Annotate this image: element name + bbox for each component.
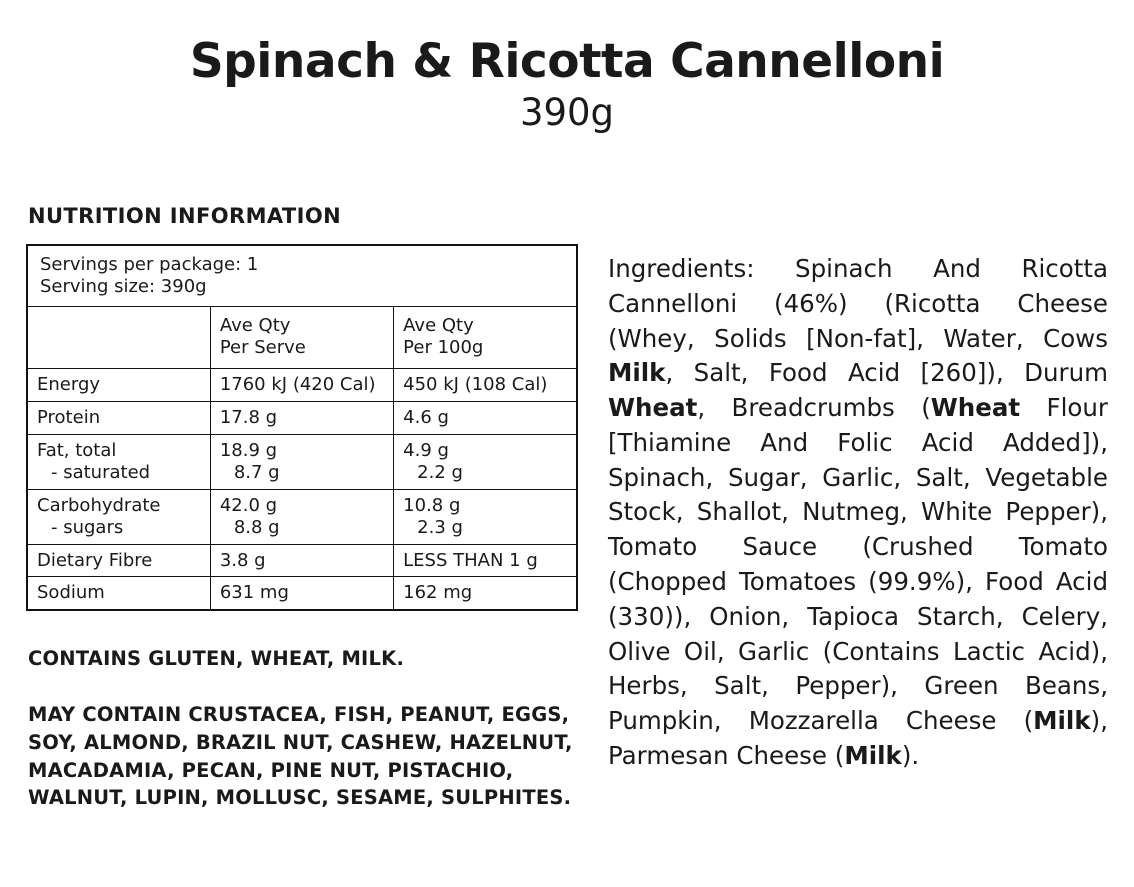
nutrient-per-serve-sub: 8.8 g: [233, 516, 280, 538]
nutrient-label: Sodium: [27, 577, 210, 610]
nutrient-per-serve: 631 mg: [210, 577, 393, 610]
nutrient-per-serve: [210, 489, 393, 544]
column-header-nutrient: [27, 306, 210, 368]
ingredients-column: [608, 252, 1108, 774]
nutrient-per-serve: 1760 kJ (420 Cal): [210, 368, 393, 401]
servings-per-package: Servings per package: 1: [40, 254, 259, 275]
nutrient-per-100g: [394, 434, 577, 489]
table-row-servings: [27, 245, 577, 306]
nutrient-label-sub: - sugars: [51, 516, 124, 538]
nutrient-per-100g: 162 mg: [394, 577, 577, 610]
nutrient-per-serve-main: 18.9 g: [219, 439, 278, 461]
allergen-may-contain-statement: MAY CONTAIN CRUSTACEA, FISH, PEANUT, EGGS, SOY, ALMOND, BRAZIL NUT, CASHEW, HAZELNUT, MACADAMIA, PECAN, PINE NUT, PISTACHIO, WALNUT, LUPIN, MOLLUSC, SESAME, SULPHITES.: [28, 703, 573, 810]
product-weight: 390g: [519, 90, 615, 134]
nutrient-per-100g-main: 4.9 g: [403, 439, 449, 461]
nutrient-per-serve-sub: 8.7 g: [233, 461, 280, 483]
table-row: [27, 434, 577, 489]
nutrient-per-100g: LESS THAN 1 g: [394, 544, 577, 577]
nutrient-per-serve: 17.8 g: [210, 401, 393, 434]
nutrient-per-100g-sub: 2.2 g: [417, 461, 463, 483]
nutrient-label: Protein: [27, 401, 210, 434]
nutrient-per-serve: 3.8 g: [210, 544, 393, 577]
nutrient-per-100g: [394, 489, 577, 544]
nutrition-information-table: [26, 244, 578, 611]
nutrient-label: [27, 489, 210, 544]
column-header-per-serve-line2: Per Serve: [219, 336, 306, 358]
column-header-per-serve-line1: Ave Qty: [219, 314, 291, 336]
nutrient-per-100g-main: 10.8 g: [403, 494, 461, 516]
nutrient-per-serve-main: 42.0 g: [219, 494, 278, 516]
table-row: [27, 544, 577, 577]
table-header-row: [27, 306, 577, 368]
table-row: [27, 577, 577, 610]
nutrient-per-100g: 4.6 g: [394, 401, 577, 434]
allergen-contains-statement: CONTAINS GLUTEN, WHEAT, MILK.: [28, 647, 405, 671]
nutrition-label-page: [0, 36, 1134, 887]
ingredients-statement: Ingredients: Spinach And Ricotta Cannelloni (46%) (Ricotta Cheese (Whey, Solids [Non-fat], Water, Cows Milk, Salt, Food Acid [260]), Durum Wheat, Breadcrumbs (Wheat Flour [Thiamine And Folic Acid Added]), Spinach, Sugar, Garlic, Salt, Vegetable Stock, Shallot, Nutmeg, White Pepper), Tomato Sauce (Crushed Tomato (Chopped Tomatoes (99.9%), Food Acid (330)), Onion, Tapioca Starch, Celery, Olive Oil, Garlic (Contains Lactic Acid), Herbs, Salt, Pepper), Green Beans, Pumpkin, Mozzarella Cheese (Milk), Parmesan Cheese (Milk).: [608, 254, 1109, 770]
table-row: [27, 368, 577, 401]
nutrient-label-main: Fat, total: [37, 439, 117, 461]
nutrient-label: Energy: [27, 368, 210, 401]
nutrition-heading: NUTRITION INFORMATION: [28, 204, 342, 228]
nutrient-per-100g: 450 kJ (108 Cal): [394, 368, 577, 401]
column-header-per-100g: [394, 306, 577, 368]
column-header-per-100g-line1: Ave Qty: [403, 314, 474, 336]
nutrient-per-100g-sub: 2.3 g: [417, 516, 463, 538]
table-row: [27, 401, 577, 434]
nutrient-label-main: Carbohydrate: [37, 494, 161, 516]
column-header-per-serve: [210, 306, 393, 368]
serving-size: Serving size: 390g: [40, 275, 207, 297]
page-title: Spinach & Ricotta Cannelloni: [189, 34, 945, 89]
servings-cell: [27, 245, 577, 306]
nutrient-label: Dietary Fibre: [27, 544, 210, 577]
column-header-per-100g-line2: Per 100g: [403, 336, 484, 358]
nutrient-label-sub: - saturated: [51, 461, 151, 483]
nutrient-label: [27, 434, 210, 489]
nutrition-column: [26, 204, 582, 812]
table-row: [27, 489, 577, 544]
nutrient-per-serve: [210, 434, 393, 489]
